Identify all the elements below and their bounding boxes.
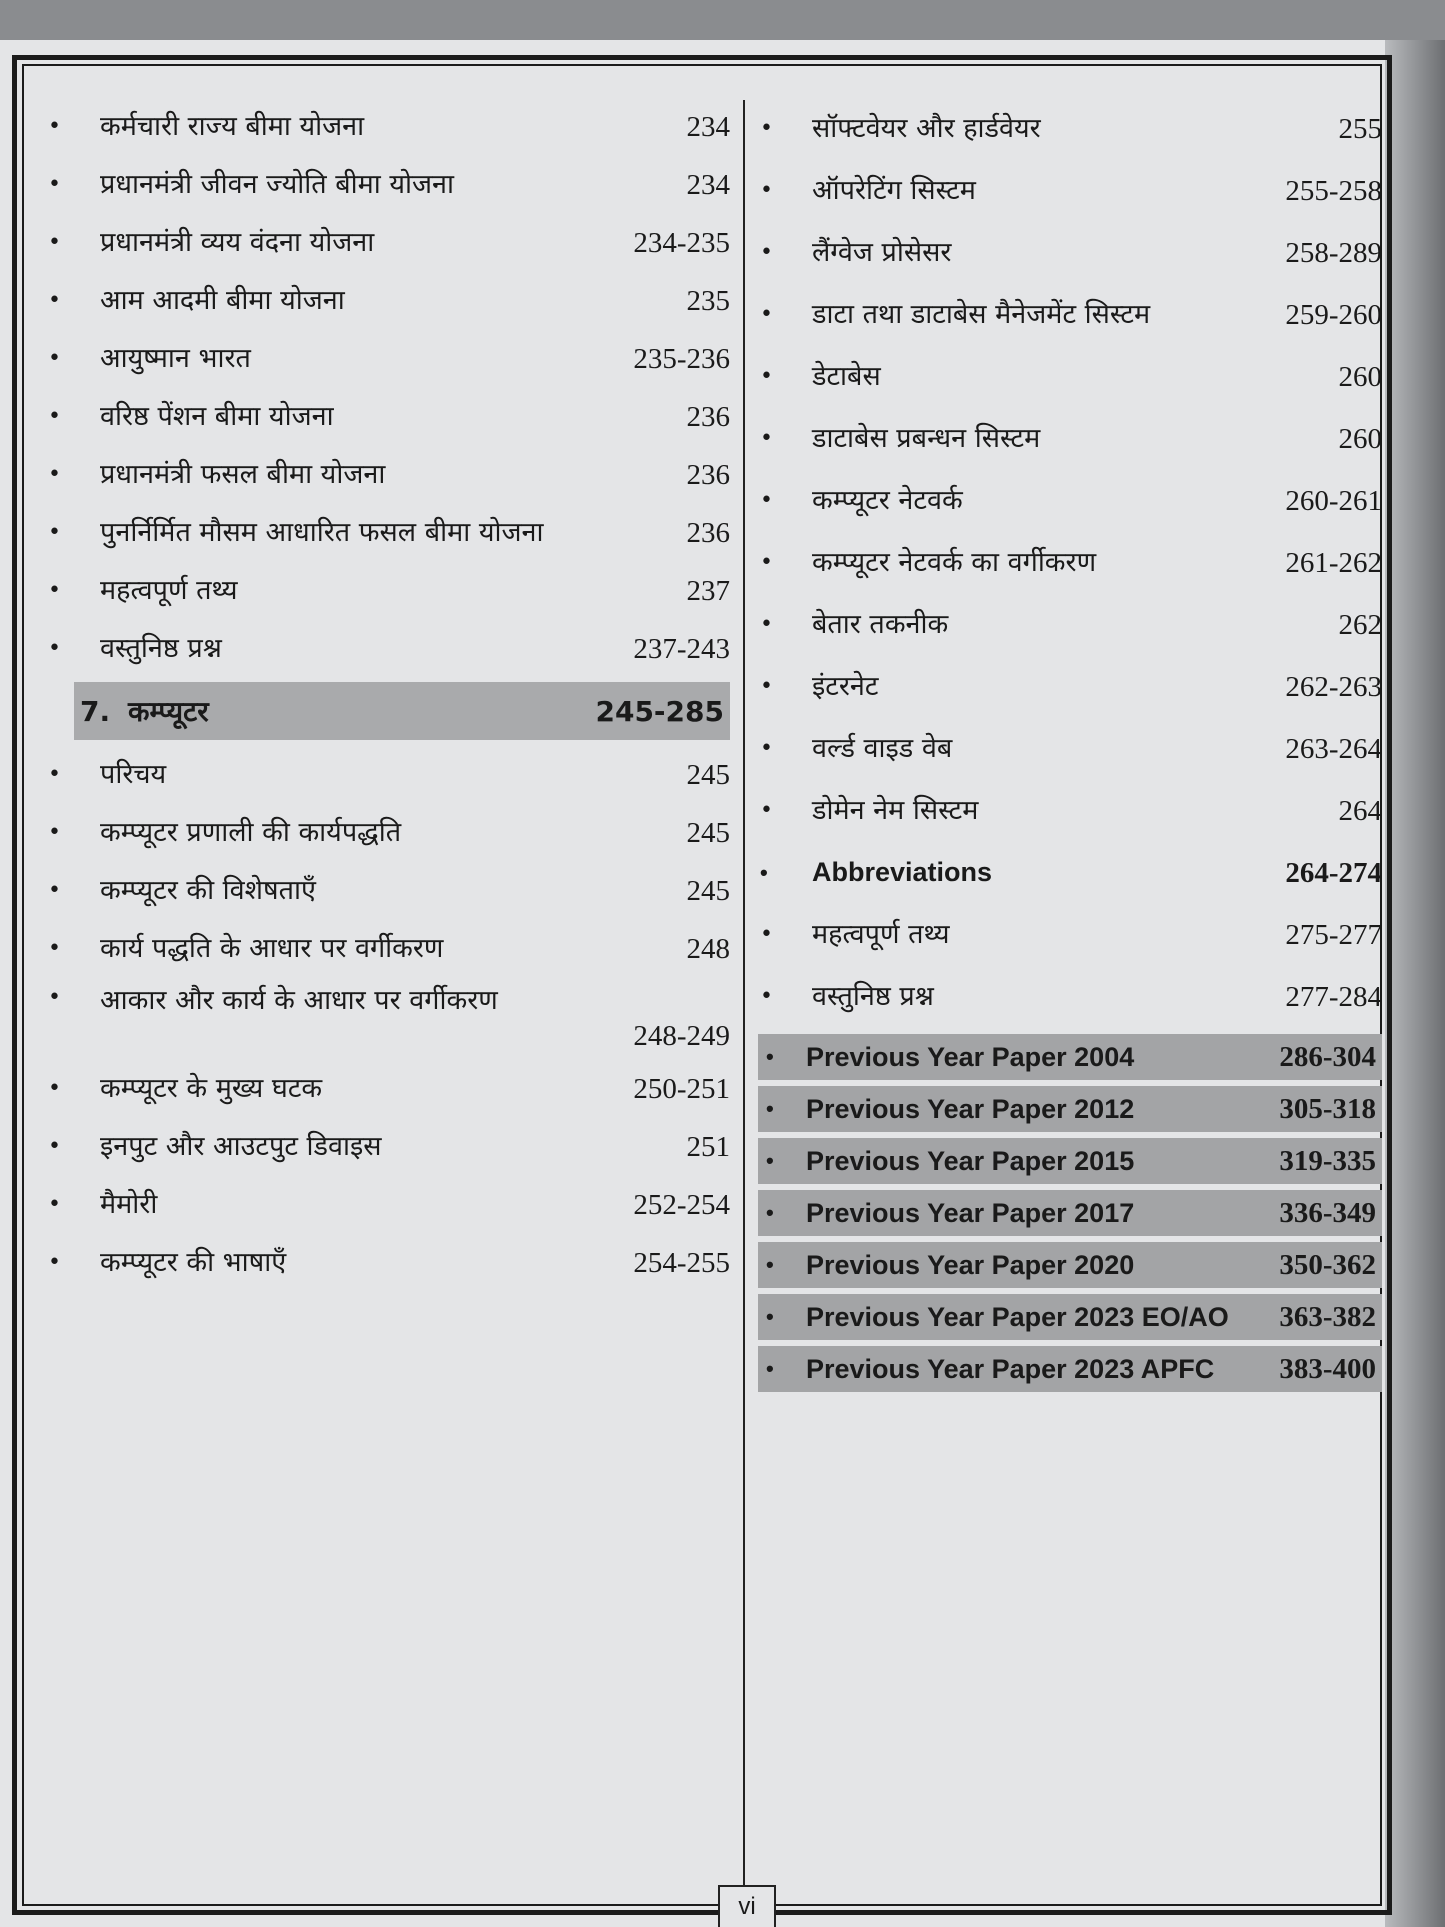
bullet-icon: • [48,114,61,140]
toc-entry [40,620,730,678]
toc-entry [752,594,1382,656]
entry-title: Previous Year Paper 2015 [806,1145,1135,1176]
bullet-icon: • [760,364,773,390]
entry-pages: 286-304 [1279,1040,1376,1073]
bullet-icon: • [766,1252,774,1277]
entry-title: इनपुट और आउटपुट डिवाइस [100,1131,382,1163]
entry-pages: 250-251 [633,1072,730,1105]
entry-title: लैंग्वेज प्रोसेसर [812,237,952,269]
bullet-icon: • [48,878,61,904]
bullet-icon: • [48,985,61,1010]
toc-entry [752,470,1382,532]
bullet-icon: • [48,1076,61,1102]
entry-title: प्रधानमंत्री जीवन ज्योति बीमा योजना [100,169,455,201]
bullet-icon: • [760,798,773,824]
entry-pages: 235 [686,284,730,317]
entry-title: वस्तुनिष्ठ प्रश्न [812,981,934,1013]
chapter-heading [74,682,730,740]
entry-pages: 259-260 [1285,298,1382,331]
toc-entry [40,388,730,446]
page-number: vi [718,1885,776,1927]
previous-year-paper-entry [758,1294,1382,1340]
bullet-icon: • [760,116,773,142]
entry-title: आकार और कार्य के आधार पर वर्गीकरण [100,985,498,1016]
entry-pages: 264 [1338,794,1382,827]
entry-title: पुनर्निर्मित मौसम आधारित फसल बीमा योजना [100,517,544,549]
toc-entry [40,1118,730,1176]
chapter-number: 7. [80,694,111,728]
toc-entry [752,718,1382,780]
entry-title: ऑपरेटिंग सिस्टम [812,175,976,207]
entry-pages: 255-258 [1285,174,1382,207]
bullet-icon: • [48,1134,61,1160]
bullet-icon: • [760,736,773,762]
entry-pages: 236 [686,516,730,549]
entry-title: महत्वपूर्ण तथ्य [100,575,238,607]
entry-pages: 263-264 [1285,732,1382,765]
entry-pages: 261-262 [1285,546,1382,579]
entry-title: Previous Year Paper 2012 [806,1093,1135,1124]
previous-year-paper-entry [758,1138,1382,1184]
toc-entry [40,1060,730,1118]
bullet-icon: • [48,172,61,198]
entry-pages: 236 [686,400,730,433]
entry-pages: 251 [686,1130,730,1163]
entry-title: Previous Year Paper 2004 [806,1041,1135,1072]
entry-title: Previous Year Paper 2023 EO/AO [806,1301,1229,1332]
toc-entry [40,746,730,804]
toc-entry [40,562,730,620]
bullet-icon: • [48,578,61,604]
entry-pages: 258-289 [1285,236,1382,269]
toc-entry [40,214,730,272]
bullet-icon: • [766,1200,774,1225]
bullet-icon: • [48,820,61,846]
bullet-icon: • [48,404,61,430]
entry-title: महत्वपूर्ण तथ्य [812,919,950,951]
entry-pages: 234-235 [633,226,730,259]
toc-entry [752,98,1382,160]
entry-title: आम आदमी बीमा योजना [100,285,345,317]
bullet-icon: • [48,230,61,256]
entry-pages: 252-254 [633,1188,730,1221]
previous-year-paper-entry [758,1034,1382,1080]
entry-title: वरिष्ठ पेंशन बीमा योजना [100,401,334,433]
column-divider [743,100,745,1915]
entry-title: इंटरनेट [812,671,879,703]
toc-entry [752,532,1382,594]
entry-title: वर्ल्ड वाइड वेब [812,733,953,765]
bullet-icon: • [760,426,773,452]
entry-title: कर्मचारी राज्य बीमा योजना [100,111,365,143]
bullet-icon: • [48,520,61,546]
entry-title: परिचय [100,759,167,791]
toc-entry [752,222,1382,284]
entry-pages: 254-255 [633,1246,730,1279]
entry-pages: 262 [1338,608,1382,641]
entry-title: कम्प्यूटर की भाषाएँ [100,1247,287,1279]
entry-title: कम्प्यूटर के मुख्य घटक [100,1073,323,1105]
entry-title: कम्प्यूटर की विशेषताएँ [100,875,316,907]
bullet-icon: • [48,462,61,488]
entry-title: डोमेन नेम सिस्टम [812,795,979,827]
entry-title: आयुष्मान भारत [100,343,251,375]
entry-title: डाटाबेस प्रबन्धन सिस्टम [812,423,1041,455]
entry-title: कम्प्यूटर नेटवर्क का वर्गीकरण [812,547,1097,579]
toc-entry [40,1176,730,1234]
toc-entry [40,978,730,1060]
bullet-icon: • [48,1192,61,1218]
entry-pages: 336-349 [1279,1196,1376,1229]
entry-title: वस्तुनिष्ठ प्रश्न [100,633,222,665]
entry-pages: 235-236 [633,342,730,375]
toc-entry [40,330,730,388]
entry-title: Previous Year Paper 2017 [806,1197,1135,1228]
entry-title: Previous Year Paper 2023 APFC [806,1353,1215,1384]
entry-title: Previous Year Paper 2020 [806,1249,1135,1280]
entry-pages: 262-263 [1285,670,1382,703]
entry-title: प्रधानमंत्री फसल बीमा योजना [100,459,386,491]
bullet-icon: • [48,636,61,662]
entry-title: कम्प्यूटर प्रणाली की कार्यपद्धति [100,817,402,849]
entry-pages: 248 [686,932,730,965]
bullet-icon: • [760,240,773,266]
previous-year-paper-entry [758,1086,1382,1132]
toc-entry [40,98,730,156]
entry-title: मैमोरी [100,1189,158,1221]
bullet-icon: • [48,346,61,372]
entry-pages: 236 [686,458,730,491]
entry-pages: 319-335 [1279,1144,1376,1177]
toc-entry [752,966,1382,1028]
chapter-title: कम्प्यूटर [128,695,209,728]
entry-title: प्रधानमंत्री व्यय वंदना योजना [100,227,375,259]
toc-entry [752,408,1382,470]
toc-entry [40,504,730,562]
entry-title: डेटाबेस [812,361,881,393]
toc-right-column [752,98,1382,1398]
toc-entry [40,156,730,214]
previous-year-paper-entry [758,1346,1382,1392]
entry-title: कम्प्यूटर नेटवर्क [812,485,963,517]
entry-pages: 275-277 [1285,918,1382,951]
toc-entry [752,656,1382,718]
bullet-icon: • [760,302,773,328]
toc-entry [752,160,1382,222]
bullet-icon: • [760,984,773,1010]
toc-entry [752,780,1382,842]
bullet-icon: • [760,922,773,948]
entry-pages: 248-249 [633,1019,730,1052]
bullet-icon: • [760,550,773,576]
bullet-icon: • [766,1356,774,1381]
entry-pages: 383-400 [1279,1352,1376,1385]
entry-pages: 237-243 [633,632,730,665]
entry-pages: 260 [1338,422,1382,455]
entry-title: कार्य पद्धति के आधार पर वर्गीकरण [100,933,444,965]
entry-pages: 234 [686,168,730,201]
bullet-icon: • [48,1250,61,1276]
bullet-icon: • [760,612,773,638]
entry-pages: 245 [686,816,730,849]
bullet-icon: • [760,488,773,514]
previous-year-paper-entry [758,1242,1382,1288]
entry-pages: 260-261 [1285,484,1382,517]
entry-pages: 245 [686,758,730,791]
toc-entry [40,862,730,920]
toc-entry [752,904,1382,966]
bullet-icon: • [760,178,773,204]
bullet-icon: • [48,936,61,962]
toc-entry [752,842,1382,904]
bullet-icon: • [766,1304,774,1329]
toc-entry [40,272,730,330]
bullet-icon: • [48,762,61,788]
bullet-icon: • [760,674,773,700]
toc-entry [40,1234,730,1292]
entry-pages: 305-318 [1279,1092,1376,1125]
entry-title: बेतार तकनीक [812,609,949,641]
bullet-icon: • [760,860,768,886]
entry-pages: 255 [1338,112,1382,145]
toc-entry [752,284,1382,346]
entry-title: Abbreviations [812,857,993,888]
entry-pages: 350-362 [1279,1248,1376,1281]
book-spine [1385,40,1445,1927]
entry-pages: 245 [686,874,730,907]
bullet-icon: • [766,1148,774,1173]
entry-pages: 264-274 [1285,856,1382,889]
entry-pages: 260 [1338,360,1382,393]
previous-year-paper-entry [758,1190,1382,1236]
toc-entry [40,804,730,862]
chapter-pages: 245-285 [595,694,724,728]
entry-pages: 277-284 [1285,980,1382,1013]
bullet-icon: • [766,1044,774,1069]
entry-title: डाटा तथा डाटाबेस मैनेजमेंट सिस्टम [812,299,1151,331]
toc-entry [40,446,730,504]
entry-title: सॉफ्टवेयर और हार्डवेयर [812,113,1041,145]
toc-left-column [40,98,730,1292]
entry-pages: 234 [686,110,730,143]
bullet-icon: • [766,1096,774,1121]
bullet-icon: • [48,288,61,314]
toc-entry [752,346,1382,408]
entry-pages: 363-382 [1279,1300,1376,1333]
entry-pages: 237 [686,574,730,607]
toc-entry [40,920,730,978]
